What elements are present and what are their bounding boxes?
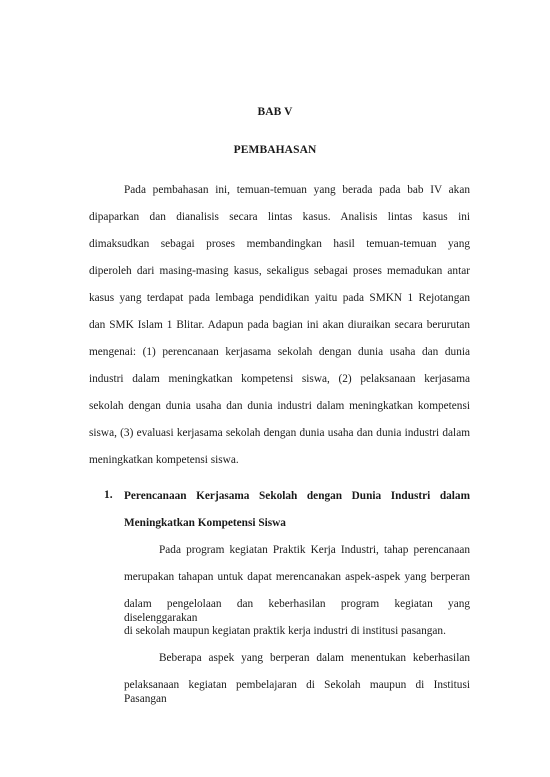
section-paragraph-line: dalam pengelolaan dan keberhasilan program kegiatan yang diselenggarakan [124,598,470,624]
section-paragraph-line: di sekolah maupun kegiatan praktik kerja industri di institusi pasangan. [124,625,446,637]
intro-line: sekolah dengan dunia usaha dan dunia industri dalam meningkatkan kompetensi [89,400,470,412]
intro-line: diperoleh dari masing-masing kasus, sekaligus sebagai proses memadukan antar [89,265,470,277]
section-paragraph-line: merupakan tahapan untuk dapat merencanakan aspek-aspek yang berperan [124,571,470,583]
intro-line: siswa, (3) evaluasi kerjasama sekolah dengan dunia usaha dan dunia industri dalam [89,427,470,439]
section-paragraph-line: Pada program kegiatan Praktik Kerja Industri, tahap perencanaan [159,544,470,556]
intro-line: dimaksudkan sebagai proses membandingkan hasil temuan-temuan yang [89,238,470,250]
intro-line: kasus yang terdapat pada lembaga pendidikan yaitu pada SMKN 1 Rejotangan [89,292,470,304]
section-heading: Meningkatkan Kompetensi Siswa [124,517,286,529]
section-number: 1. [104,489,113,501]
section-heading: Perencanaan Kerjasama Sekolah dengan Dunia Industri dalam [124,490,470,502]
intro-line: Pada pembahasan ini, temuan-temuan yang berada pada bab IV akan [124,184,470,196]
chapter-label: BAB V [257,106,293,118]
intro-line: mengenai: (1) perencanaan kerjasama sekolah dengan dunia usaha dan dunia [89,346,470,358]
chapter-title: PEMBAHASAN [233,144,317,156]
section-paragraph-line: pelaksanaan kegiatan pembelajaran di Sekolah maupun di Institusi Pasangan [124,679,470,705]
intro-line: meningkatkan kompetensi siswa. [89,454,239,466]
intro-line: industri dalam meningkatkan kompetensi siswa, (2) pelaksanaan kerjasama [89,373,470,385]
intro-line: dipaparkan dan dianalisis secara lintas kasus. Analisis lintas kasus ini [89,211,470,223]
section-paragraph-line: Beberapa aspek yang berperan dalam menentukan keberhasilan [159,652,470,664]
intro-line: dan SMK Islam 1 Blitar. Adapun pada bagian ini akan diuraikan secara berurutan [89,319,470,331]
